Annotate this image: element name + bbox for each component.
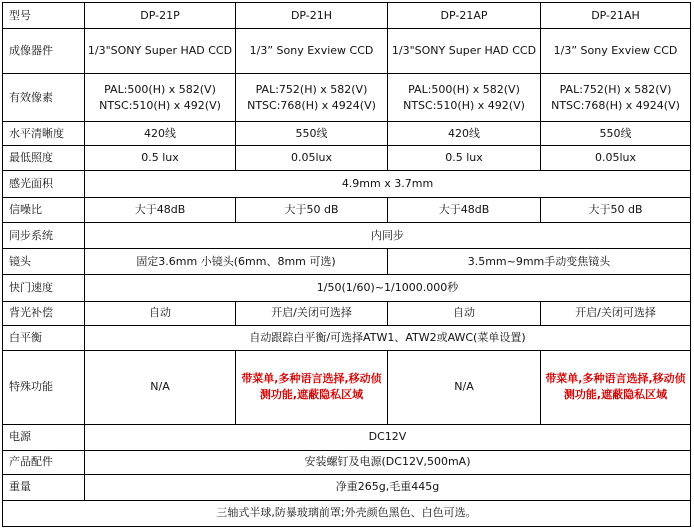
- row-accessories: [3, 450, 691, 474]
- backlight-cell: 自动: [85, 301, 236, 325]
- spec-table: [2, 2, 691, 527]
- weight-cell: 净重265g,毛重445g: [85, 474, 691, 500]
- illumination-cell: 0.05lux: [236, 146, 388, 171]
- pixels-cell: [541, 74, 691, 122]
- accessories-cell: 安装螺钉及电源(DC12V,500mA): [85, 450, 691, 474]
- row-label-shutter: 快门速度: [3, 275, 85, 301]
- snr-cell: 大于48dB: [85, 198, 236, 223]
- row-label-weight: 重量: [3, 474, 85, 500]
- pixels-pal: PAL:500(H) x 582(V): [408, 82, 520, 96]
- row-label-white-balance: 白平衡: [3, 325, 85, 350]
- lens-cell-varifocal: 3.5mm~9mm手动变焦镜头: [388, 249, 691, 275]
- row-backlight: [3, 301, 691, 325]
- row-special: [3, 350, 691, 424]
- row-label-lens: 镜头: [3, 249, 85, 275]
- row-area: [3, 171, 691, 198]
- row-label-special: 特殊功能: [3, 350, 85, 424]
- row-shutter: [3, 275, 691, 301]
- sync-cell: 内同步: [85, 223, 691, 249]
- special-cell-highlight: 带菜单,多种语言选择,移动侦测功能,遮蔽隐私区域: [541, 350, 691, 424]
- row-label-backlight: 背光补偿: [3, 301, 85, 325]
- row-weight: [3, 474, 691, 500]
- sensor-cell: 1/3” Sony Exview CCD: [236, 29, 388, 74]
- illumination-cell: 0.05lux: [541, 146, 691, 171]
- lens-cell-fixed: 固定3.6mm 小镜头(6mm、8mm 可选): [85, 249, 388, 275]
- row-sync: [3, 223, 691, 249]
- backlight-cell: 开启/关闭可选择: [236, 301, 388, 325]
- special-cell: N/A: [85, 350, 236, 424]
- row-resolution: [3, 122, 691, 146]
- white-balance-cell: 自动跟踪白平衡/可选择ATW1、ATW2或AWC(菜单设置): [85, 325, 691, 350]
- illumination-cell: 0.5 lux: [85, 146, 236, 171]
- row-label-illumination: 最低照度: [3, 146, 85, 171]
- resolution-cell: 550线: [541, 122, 691, 146]
- row-sensor: [3, 29, 691, 74]
- model-dp-21ap: DP-21AP: [388, 3, 541, 29]
- snr-cell: 大于50 dB: [541, 198, 691, 223]
- pixels-pal: PAL:500(H) x 582(V): [104, 82, 216, 96]
- resolution-cell: 420线: [85, 122, 236, 146]
- resolution-cell: 420线: [388, 122, 541, 146]
- special-cell-highlight: 带菜单,多种语言选择,移动侦测功能,遮蔽隐私区域: [236, 350, 388, 424]
- pixels-ntsc: NTSC:768(H) x 4924(V): [551, 98, 680, 112]
- pixels-pal: PAL:752(H) x 582(V): [255, 82, 368, 96]
- sensor-cell: 1/3” Sony Exview CCD: [541, 29, 691, 74]
- backlight-cell: 自动: [388, 301, 541, 325]
- model-dp-21ah: DP-21AH: [541, 3, 691, 29]
- row-label-sensor: 成像器件: [3, 29, 85, 74]
- resolution-cell: 550线: [236, 122, 388, 146]
- backlight-cell: 开启/关闭可选择: [541, 301, 691, 325]
- row-pixels: [3, 74, 691, 122]
- special-cell: N/A: [388, 350, 541, 424]
- sensor-cell: 1/3"SONY Super HAD CCD: [388, 29, 541, 74]
- model-dp-21h: DP-21H: [236, 3, 388, 29]
- row-label-snr: 信噪比: [3, 198, 85, 223]
- header-label: 型号: [3, 3, 85, 29]
- row-footer: [3, 500, 691, 526]
- model-dp-21p: DP-21P: [85, 3, 236, 29]
- row-label-resolution: 水平清晰度: [3, 122, 85, 146]
- pixels-cell: [388, 74, 541, 122]
- row-label-sync: 同步系统: [3, 223, 85, 249]
- pixels-ntsc: NTSC:768(H) x 4924(V): [247, 98, 376, 112]
- pixels-ntsc: NTSC:510(H) x 492(V): [403, 98, 525, 112]
- row-label-pixels: 有效像素: [3, 74, 85, 122]
- snr-cell: 大于50 dB: [236, 198, 388, 223]
- illumination-cell: 0.5 lux: [388, 146, 541, 171]
- row-label-power: 电源: [3, 424, 85, 450]
- snr-cell: 大于48dB: [388, 198, 541, 223]
- header-row: [3, 3, 691, 29]
- sensor-cell: 1/3"SONY Super HAD CCD: [85, 29, 236, 74]
- row-label-accessories: 产品配件: [3, 450, 85, 474]
- row-white-balance: [3, 325, 691, 350]
- power-cell: DC12V: [85, 424, 691, 450]
- pixels-cell: [85, 74, 236, 122]
- pixels-cell: [236, 74, 388, 122]
- area-cell: 4.9mm x 3.7mm: [85, 171, 691, 198]
- footer-note: 三轴式半球,防暴玻璃前罩;外壳颜色黑色、白色可选。: [3, 500, 691, 526]
- row-illumination: [3, 146, 691, 171]
- pixels-pal: PAL:752(H) x 582(V): [559, 82, 672, 96]
- row-label-area: 感光面积: [3, 171, 85, 198]
- pixels-ntsc: NTSC:510(H) x 492(V): [99, 98, 221, 112]
- row-snr: [3, 198, 691, 223]
- row-lens: [3, 249, 691, 275]
- row-power: [3, 424, 691, 450]
- shutter-cell: 1/50(1/60)~1/1000.000秒: [85, 275, 691, 301]
